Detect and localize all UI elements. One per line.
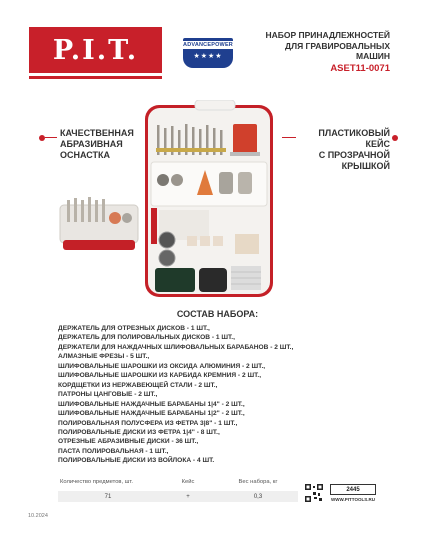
callout-dot-left xyxy=(39,135,45,141)
list-item: ПОЛИРОВАЛЬНАЯ ПОЛУСФЕРА ИЗ ФЕТРА 3|8" - 1 ШТ., xyxy=(58,419,238,427)
list-item: ПАТРОНЫ ЦАНГОВЫЕ - 2 ШТ., xyxy=(58,391,158,399)
callout-case xyxy=(300,128,390,172)
list-item: ШЛИФОВАЛЬНЫЕ НАЖДАЧНЫЕ БАРАБАНЫ 1|4" - 2 ШТ., xyxy=(58,400,245,408)
spec-header-weight: Вес набора, кг xyxy=(238,479,278,485)
spec-table xyxy=(58,477,298,502)
list-item: ПОЛИРОВАЛЬНЫЕ ДИСКИ ИЗ ВОЙЛОКА - 4 ШТ. xyxy=(58,457,215,465)
list-item: ПАСТА ПОЛИРОВАЛЬНАЯ - 1 ШТ., xyxy=(58,447,169,455)
spec-case-value: + xyxy=(186,493,190,500)
callout-right-line: С ПРОЗРАЧНОЙ xyxy=(318,150,390,160)
spec-header-count: Количество предметов, шт. xyxy=(60,479,133,485)
advancepower-label: ADVANCEPOWER xyxy=(183,42,233,48)
website-link[interactable]: WWW.PITTOOLS.RU xyxy=(331,497,375,502)
passport-number: 2445 xyxy=(346,486,360,493)
callout-right-line: КРЫШКОЙ xyxy=(341,161,390,171)
list-item: КОРДЩЕТКИ ИЗ НЕРЖАВЕЮЩЕЙ СТАЛИ - 2 ШТ., xyxy=(58,381,218,389)
advancepower-badge xyxy=(183,38,233,68)
title-line-2: ДЛЯ ГРАВИРОВАЛЬНЫХ xyxy=(285,40,390,51)
list-item: ПОЛИРОВАЛЬНЫЕ ДИСКИ ИЗ ФЕТРА 1|4" - 8 ШТ., xyxy=(58,428,220,436)
callout-left-line: АБРАЗИВНАЯ xyxy=(60,139,123,149)
pit-logo xyxy=(29,27,162,73)
issue-date: 10.2024 xyxy=(28,513,48,519)
product-case-image xyxy=(55,100,285,305)
spec-weight-value: 0,3 xyxy=(253,493,263,500)
qr-code-icon xyxy=(305,484,323,502)
list-item: АЛМАЗНЫЕ ФРЕЗЫ - 5 ШТ., xyxy=(58,353,150,361)
callout-left-line: КАЧЕСТВЕННАЯ xyxy=(60,128,134,138)
list-item: ДЕРЖАТЕЛИ ДЛЯ НАЖДАЧНЫХ ШЛИФОВАЛЬНЫХ БАРАБАНОВ - 2 ШТ., xyxy=(58,343,294,351)
spec-header-row xyxy=(58,477,298,487)
table-row xyxy=(58,491,298,502)
stars-icon: ★★★★ xyxy=(193,53,223,60)
title-line-3: МАШИН xyxy=(355,51,390,61)
logo-underline xyxy=(29,76,162,79)
list-item: ШЛИФОВАЛЬНЫЕ НАЖДАЧНЫЕ БАРАБАНЫ 1|2" - 2 ШТ., xyxy=(58,410,245,418)
title-line-1: НАБОР ПРИНАДЛЕЖНОСТЕЙ xyxy=(265,30,390,40)
list-item: ДЕРЖАТЕЛЬ ДЛЯ ОТРЕЗНЫХ ДИСКОВ - 1 ШТ., xyxy=(58,325,210,332)
logo-text: P.I.T. xyxy=(52,34,139,66)
callout-right-line: ПЛАСТИКОВЫЙ КЕЙС xyxy=(318,128,390,149)
contents-list xyxy=(58,324,398,466)
passport-badge xyxy=(330,484,376,495)
article-code: ASET11-0071 xyxy=(330,62,390,74)
product-title xyxy=(240,30,390,74)
list-item: ОТРЕЗНЫЕ АБРАЗИВНЫЕ ДИСКИ - 36 ШТ., xyxy=(58,438,199,446)
callout-left-line: ОСНАСТКА xyxy=(60,150,111,160)
list-item: ШЛИФОВАЛЬНЫЕ ШАРОШКИ ИЗ ОКСИДА АЛЮМИНИЯ - 2 ШТ., xyxy=(58,362,266,370)
list-item: ДЕРЖАТЕЛЬ ДЛЯ ПОЛИРОВАЛЬНЫХ ДИСКОВ - 1 ШТ., xyxy=(58,334,235,342)
spec-header-case: Кейс xyxy=(181,479,195,485)
callout-dot-right xyxy=(392,135,398,141)
spec-count-value: 71 xyxy=(104,493,112,500)
contents-heading: СОСТАВ НАБОРА: xyxy=(176,309,259,319)
list-item: ШЛИФОВАЛЬНЫЕ ШАРОШКИ ИЗ КАРБИДА КРЕМНИЯ - 2 ШТ., xyxy=(58,372,262,380)
